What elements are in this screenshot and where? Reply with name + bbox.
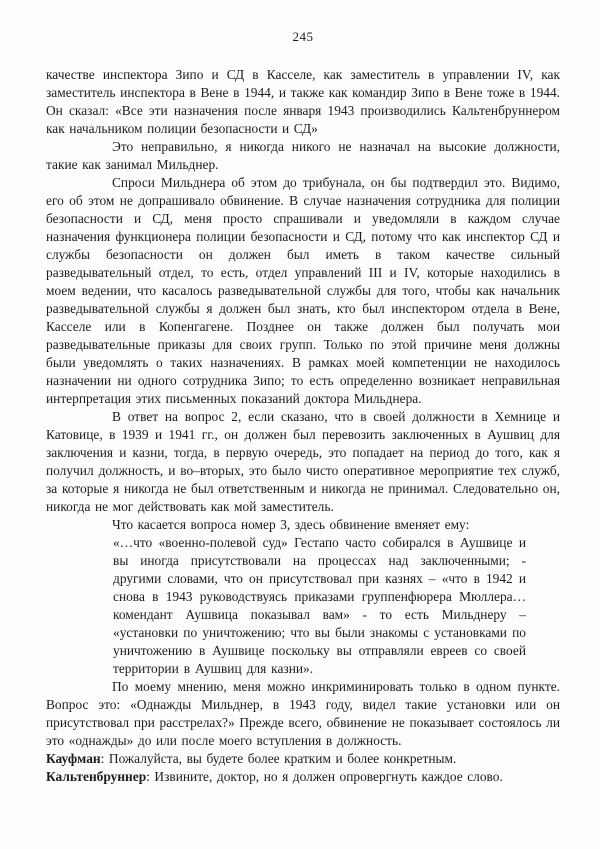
block-quote-accusation: «…что «военно-полевой суд» Гестапо часто собирался в Аушвице и вы иногда присутствовали на процессах над заключенными; - другими словами, что он присутствовал при казнях – «что в 1942 и снова в 1943 руководствуясь приказами группенфюрера Мюллера…комендант Аушвица показывал вам» - то есть Мильднеру – «установки по уничтожению; что вы были знакомы с установками по уничтожению в Аушвице поскольку вы отправляли евреев со своей территории в Аушвиц для казни». [113, 535, 526, 676]
paragraph-opinion: По моему мнению, меня можно инкриминировать только в одном пункте. Вопрос это: «Однажды Мильднер, в 1943 году, видел такие установки или он присутствовал при расстрелах?» Прежде всего, обвинение не показывает состоялось ли это «однажды» до или после моего вступления в должность. [46, 679, 560, 748]
paragraph-question-3-intro: Что касается вопроса номер 3, здесь обвинение вменяет ему: [112, 517, 470, 532]
speaker-name-kaltenbrunner: Кальтенбруннер [46, 769, 147, 784]
speaker-name-kaufman: Кауфман [46, 751, 101, 766]
page-number: 245 [292, 29, 314, 44]
speaker-line-kaltenbrunner [46, 768, 560, 786]
paragraph-answer-2: Спроси Мильднера об этом до трибунала, он бы подтвердил это. Видимо, его об этом не допрашивало обвинение. В случае назначения сотрудника для полиции безопасности и СД, меня просто спрашивали и уведомляли в каждом случае назначения функционера полиции безопасности и СД, потому что как инспектор СД и службы безопасности он должен был иметь в таком качестве сильный разведывательный отдел, то есть, отдел управлений III и IV, которые находились в моем ведении, что касалось разведывательной службы для того, чтобы как начальник разведывательной службы я должен был знать, кто был инспектором отдела в Вене, Касселе или в Копенгагене. Позднее он также должен был получать мои разведывательные приказы для своих групп. Только по этой причине меня должны были уведомлять о таких назначениях. В рамках моей компетенции не находилось назначении ни одного сотрудника Зипо; то есть определенно возникает неправильная интерпретация этих письменных показаний доктора Мильднера. [46, 175, 560, 406]
speaker-text-kaltenbrunner: : Извините, доктор, но я должен опровергнуть каждое слово. [146, 769, 503, 784]
page-body [46, 66, 560, 786]
paragraph-answer-question-2: В ответ на вопрос 2, если сказано, что в своей должности в Хемнице и Катовице, в 1939 и 1941 гг., он должен был перевозить заключенных в Аушвиц для заключения и казни, тогда, в первую очередь, это попадает на период до того, как я получил должность, и во–вторых, это было чисто оперативное мероприятие тех служб, за которые я никогда не был ответственным и никогда не принимал. Следовательно он, никогда не мог действовать как мой заместитель. [46, 409, 560, 514]
paragraph-answer-1: Это неправильно, я никогда никого не назначал на высокие должности, такие как занимал Мильднер. [46, 139, 560, 172]
paragraph-continuation: качестве инспектора Зипо и СД в Касселе, как заместитель в управлении IV, как заместитель инспектора в Вене в 1944, и также как командир Зипо в Вене тоже в 1944. Он сказал: «Все эти назначения после января 1943 производились Кальтенбруннером как начальником полиции безопасности и СД» [46, 67, 560, 136]
speaker-line-kaufman [46, 750, 560, 768]
speaker-text-kaufman: : Пожалуйста, вы будете более кратким и более конкретным. [100, 751, 457, 766]
